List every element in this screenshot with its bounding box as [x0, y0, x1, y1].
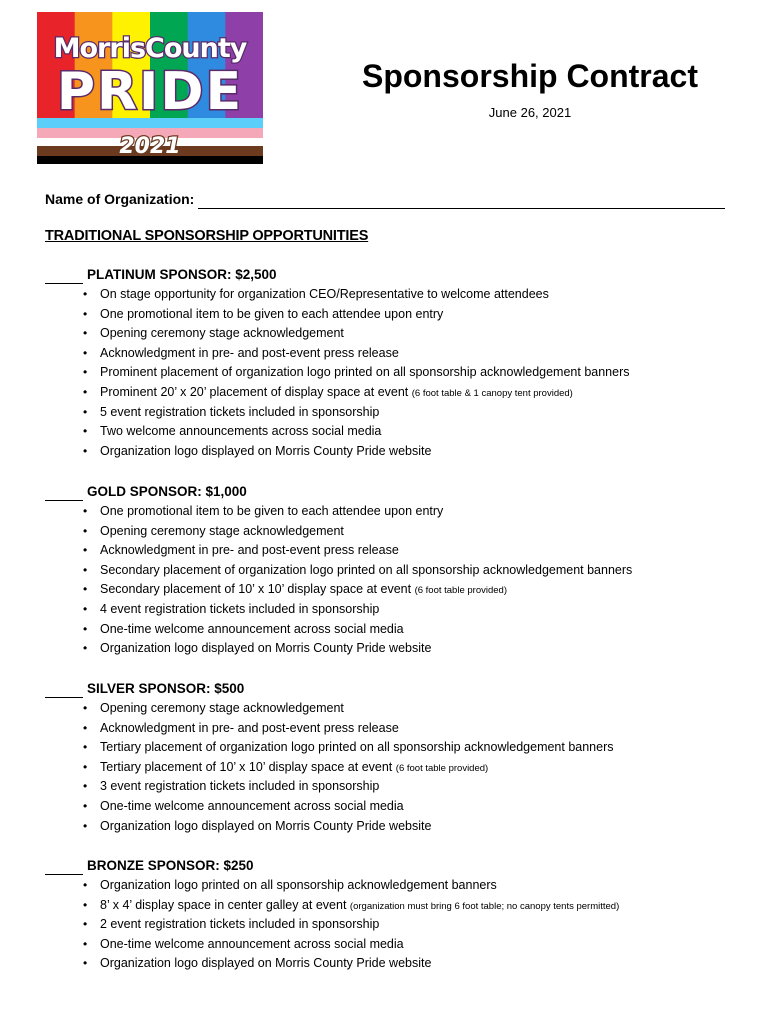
- bullet-icon: •: [83, 443, 88, 458]
- bullet-icon: •: [83, 365, 88, 380]
- tier-heading-label: GOLD SPONSOR: $1,000: [87, 484, 247, 499]
- organization-name-blank-line[interactable]: [198, 193, 725, 209]
- benefit-item: [45, 896, 745, 916]
- svg-text:2021: 2021: [119, 134, 181, 159]
- benefit-item: [45, 305, 745, 325]
- document-title: Sponsorship Contract: [361, 58, 698, 94]
- benefit-text: Tertiary placement of 10’ x 10’ display space at event: [100, 759, 393, 774]
- tier-selection-blank[interactable]: [45, 683, 83, 698]
- benefit-text: One-time welcome announcement across social media: [100, 798, 404, 813]
- benefit-text: One promotional item to be given to each attendee upon entry: [100, 504, 444, 518]
- benefit-item: [45, 502, 745, 522]
- benefit-text: Two welcome announcements across social media: [100, 424, 382, 439]
- benefit-item: [45, 797, 745, 817]
- tier-selection-blank[interactable]: [45, 486, 83, 501]
- benefit-text: Tertiary placement of organization logo printed on all sponsorship acknowledgement banners: [100, 740, 614, 755]
- benefit-item: [45, 954, 745, 974]
- benefit-text: 8’ x 4’ display space in center galley at event: [100, 897, 347, 912]
- bullet-icon: •: [83, 897, 88, 912]
- benefit-item: [45, 403, 745, 423]
- benefit-item: [45, 935, 745, 955]
- bullet-icon: •: [83, 345, 88, 360]
- benefit-text: One-time welcome announcement across social media: [100, 936, 404, 951]
- benefit-text: Organization logo displayed on Morris County Pride website: [100, 818, 432, 833]
- benefit-text: Acknowledgment in pre- and post-event press release: [100, 543, 399, 558]
- benefit-text: Acknowledgment in pre- and post-event press release: [100, 345, 399, 360]
- bullet-icon: •: [83, 504, 88, 518]
- bullet-icon: •: [83, 956, 88, 971]
- bullet-icon: •: [83, 641, 88, 656]
- benefit-item: [45, 442, 745, 462]
- benefit-text: Organization logo displayed on Morris County Pride website: [100, 443, 432, 458]
- benefit-text: 3 event registration tickets included in sponsorship: [100, 779, 380, 794]
- benefit-item: [45, 699, 745, 719]
- tier-selection-blank[interactable]: [45, 269, 83, 284]
- organization-name-label: Name of Organization:: [45, 191, 195, 207]
- tier-bronze: [45, 856, 745, 974]
- section-title: TRADITIONAL SPONSORSHIP OPPORTUNITIES: [45, 228, 369, 244]
- benefit-item: [45, 383, 745, 403]
- benefit-item: [45, 600, 745, 620]
- benefit-item: [45, 738, 745, 758]
- benefit-text: Acknowledgment in pre- and post-event press release: [100, 720, 399, 735]
- benefit-text: Secondary placement of 10’ x 10’ display space at event: [100, 582, 412, 597]
- bullet-icon: •: [83, 878, 88, 892]
- tier-heading-label: BRONZE SPONSOR: $250: [87, 858, 254, 873]
- tier-silver: [45, 679, 745, 836]
- tier-benefits-list: [45, 876, 745, 974]
- bullet-icon: •: [83, 740, 88, 755]
- benefit-item: [45, 541, 745, 561]
- tier-benefits-list: [45, 502, 745, 659]
- bullet-icon: •: [83, 562, 88, 577]
- bullet-icon: •: [83, 621, 88, 636]
- benefit-item: [45, 580, 745, 600]
- bullet-icon: •: [83, 701, 88, 715]
- svg-text:MorrisCounty: MorrisCounty: [53, 33, 247, 64]
- benefit-item: [45, 561, 745, 581]
- bullet-icon: •: [83, 326, 88, 341]
- benefit-text: Opening ceremony stage acknowledgement: [100, 701, 344, 715]
- benefit-text: Opening ceremony stage acknowledgement: [100, 523, 344, 538]
- document-date: June 26, 2021: [488, 105, 572, 120]
- bullet-icon: •: [83, 917, 88, 932]
- organization-name-field[interactable]: [45, 189, 725, 209]
- benefit-item: [45, 422, 745, 442]
- bullet-icon: •: [83, 543, 88, 558]
- tier-selection-blank[interactable]: [45, 860, 83, 875]
- tier-gold: [45, 482, 745, 659]
- benefit-text: One-time welcome announcement across social media: [100, 621, 404, 636]
- svg-text:PRIDE: PRIDE: [56, 62, 244, 122]
- bullet-icon: •: [83, 779, 88, 794]
- benefit-item: [45, 285, 745, 305]
- bullet-icon: •: [83, 759, 88, 774]
- tier-platinum: [45, 265, 745, 461]
- bullet-icon: •: [83, 818, 88, 833]
- tier-heading-label: PLATINUM SPONSOR: $2,500: [87, 267, 277, 282]
- tier-benefits-list: [45, 699, 745, 836]
- bullet-icon: •: [83, 404, 88, 419]
- bullet-icon: •: [83, 720, 88, 735]
- benefit-item: [45, 620, 745, 640]
- benefit-text: Secondary placement of organization logo printed on all sponsorship acknowledgement banners: [100, 562, 633, 577]
- bullet-icon: •: [83, 582, 88, 597]
- benefit-text: Organization logo printed on all sponsorship acknowledgement banners: [100, 878, 497, 892]
- benefit-note: (6 foot table provided): [395, 762, 489, 774]
- benefit-item: [45, 876, 745, 896]
- benefit-item: [45, 758, 745, 778]
- tier-heading-label: SILVER SPONSOR: $500: [87, 681, 245, 696]
- tier-heading: [45, 482, 745, 501]
- bullet-icon: •: [83, 424, 88, 439]
- benefit-text: Opening ceremony stage acknowledgement: [100, 326, 344, 341]
- benefit-note: (organization must bring 6 foot table; no canopy tents permitted): [349, 900, 620, 912]
- bullet-icon: •: [83, 306, 88, 321]
- benefit-text: 5 event registration tickets included in sponsorship: [100, 404, 380, 419]
- benefit-text: Prominent placement of organization logo printed on all sponsorship acknowledgement banners: [100, 365, 630, 380]
- bullet-icon: •: [83, 601, 88, 616]
- morris-county-pride-logo: [37, 12, 263, 164]
- benefit-item: [45, 777, 745, 797]
- benefit-text: Prominent 20’ x 20’ placement of display space at event: [100, 384, 409, 399]
- benefit-text: One promotional item to be given to each attendee upon entry: [100, 306, 444, 321]
- benefit-item: [45, 324, 745, 344]
- bullet-icon: •: [83, 523, 88, 538]
- benefit-text: Organization logo displayed on Morris County Pride website: [100, 956, 432, 971]
- tier-heading: [45, 265, 745, 284]
- benefit-item: [45, 522, 745, 542]
- benefit-item: [45, 344, 745, 364]
- bullet-icon: •: [83, 287, 88, 301]
- benefit-item: [45, 639, 745, 659]
- benefit-item: [45, 817, 745, 837]
- bullet-icon: •: [83, 798, 88, 813]
- bullet-icon: •: [83, 936, 88, 951]
- benefit-note: (6 foot table & 1 canopy tent provided): [411, 387, 573, 399]
- tier-benefits-list: [45, 285, 745, 461]
- benefit-text: 2 event registration tickets included in sponsorship: [100, 917, 380, 932]
- tier-heading: [45, 679, 745, 698]
- benefit-note: (6 foot table provided): [414, 585, 507, 597]
- benefit-text: 4 event registration tickets included in sponsorship: [100, 601, 380, 616]
- benefit-item: [45, 915, 745, 935]
- benefit-text: Organization logo displayed on Morris County Pride website: [100, 641, 432, 656]
- benefit-item: [45, 363, 745, 383]
- benefit-text: On stage opportunity for organization CEO/Representative to welcome attendees: [100, 287, 549, 301]
- tier-heading: [45, 856, 745, 875]
- benefit-item: [45, 719, 745, 739]
- bullet-icon: •: [83, 384, 88, 399]
